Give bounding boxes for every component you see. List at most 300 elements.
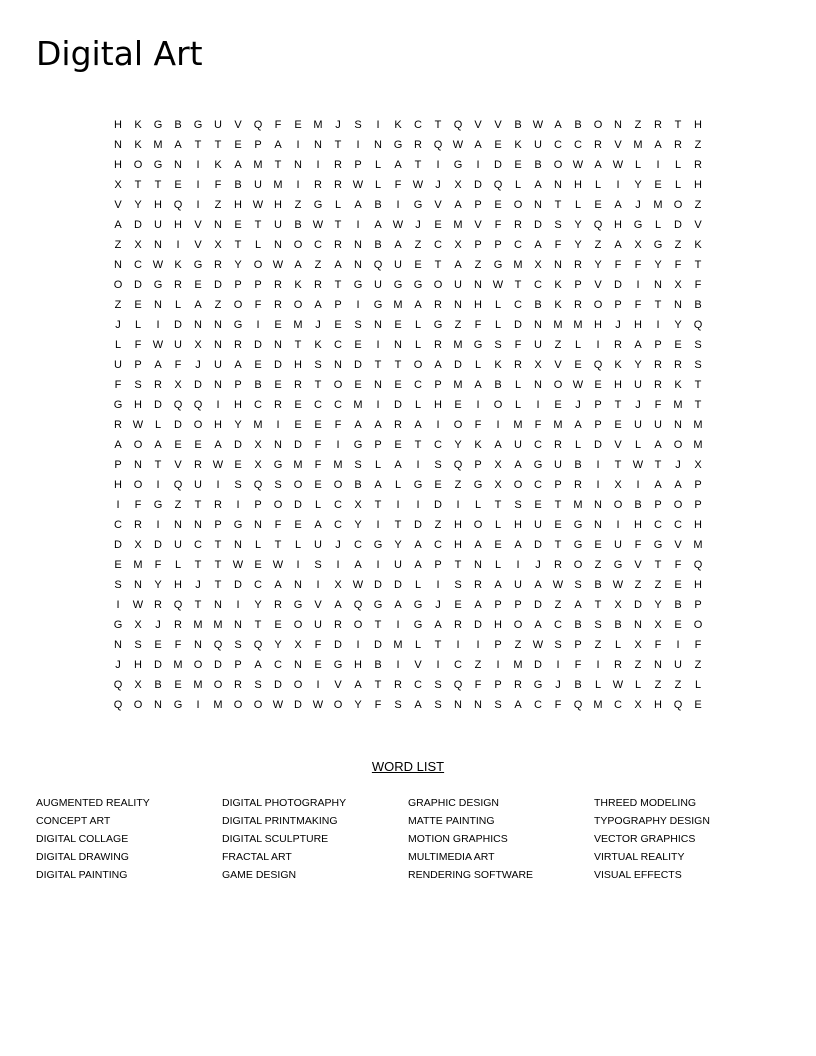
grid-letter: K xyxy=(394,119,402,131)
grid-letter: W xyxy=(612,579,624,591)
grid-letter: L xyxy=(574,439,582,451)
grid-letter: C xyxy=(194,539,202,551)
grid-letter: Z xyxy=(174,499,182,511)
grid-letter: A xyxy=(654,479,662,491)
word-list-item: DIGITAL COLLAGE xyxy=(36,833,129,845)
word-list-item: VIRTUAL REALITY xyxy=(594,851,685,863)
grid-letter: G xyxy=(153,499,163,511)
grid-letter: R xyxy=(334,179,342,191)
grid-letter: S xyxy=(434,459,442,471)
grid-letter: U xyxy=(634,419,642,431)
grid-letter: T xyxy=(254,619,262,631)
grid-letter: U xyxy=(454,279,462,291)
grid-letter: M xyxy=(293,319,303,331)
grid-letter: H xyxy=(694,179,702,191)
grid-letter: I xyxy=(616,179,620,191)
grid-letter: W xyxy=(272,259,284,271)
grid-letter: Y xyxy=(574,239,582,251)
grid-letter: U xyxy=(174,539,182,551)
grid-letter: T xyxy=(554,199,562,211)
grid-letter: B xyxy=(494,379,502,391)
grid-letter: A xyxy=(114,219,122,231)
grid-letter: N xyxy=(394,339,402,351)
grid-letter: M xyxy=(153,139,163,151)
grid-letter: C xyxy=(314,399,322,411)
grid-row xyxy=(108,435,708,455)
grid-letter: A xyxy=(554,119,562,131)
grid-letter: N xyxy=(254,519,262,531)
grid-letter: I xyxy=(296,139,300,151)
grid-letter: N xyxy=(474,559,482,571)
grid-letter: Y xyxy=(274,639,282,651)
grid-letter: A xyxy=(394,239,402,251)
grid-letter: Z xyxy=(114,299,122,311)
grid-letter: T xyxy=(334,139,342,151)
grid-letter: M xyxy=(633,139,643,151)
grid-letter: A xyxy=(234,359,242,371)
grid-letter: B xyxy=(534,299,542,311)
grid-letter: L xyxy=(174,559,182,571)
grid-letter: S xyxy=(114,579,122,591)
grid-letter: R xyxy=(194,459,202,471)
grid-letter: B xyxy=(234,179,242,191)
grid-letter: C xyxy=(534,479,542,491)
grid-letter: H xyxy=(654,699,662,711)
grid-letter: E xyxy=(354,379,362,391)
grid-letter: P xyxy=(654,499,662,511)
grid-letter: N xyxy=(594,499,602,511)
grid-letter: F xyxy=(374,699,382,711)
grid-letter: Z xyxy=(634,659,642,671)
grid-row xyxy=(108,535,708,555)
grid-letter: E xyxy=(394,379,402,391)
grid-letter: L xyxy=(314,499,322,511)
grid-letter: Z xyxy=(434,519,442,531)
grid-letter: R xyxy=(334,619,342,631)
grid-letter: E xyxy=(494,199,502,211)
grid-letter: V xyxy=(194,239,202,251)
grid-letter: P xyxy=(434,379,442,391)
grid-letter: M xyxy=(133,559,143,571)
grid-letter: C xyxy=(254,579,262,591)
grid-letter: F xyxy=(474,679,482,691)
grid-letter: P xyxy=(554,479,562,491)
grid-letter: U xyxy=(634,379,642,391)
grid-letter: Y xyxy=(354,519,362,531)
grid-letter: U xyxy=(374,279,382,291)
grid-letter: T xyxy=(374,679,382,691)
grid-letter: I xyxy=(336,439,340,451)
grid-letter: I xyxy=(476,639,480,651)
grid-letter: Q xyxy=(113,699,123,711)
word-list xyxy=(36,794,780,884)
grid-letter: A xyxy=(394,159,402,171)
grid-letter: A xyxy=(414,699,422,711)
grid-letter: R xyxy=(554,559,562,571)
grid-letter: I xyxy=(556,659,560,671)
grid-letter: R xyxy=(174,279,182,291)
grid-letter: S xyxy=(514,499,522,511)
word-list-item: TYPOGRAPHY DESIGN xyxy=(594,815,710,827)
grid-letter: H xyxy=(574,179,582,191)
grid-letter: T xyxy=(334,219,342,231)
grid-letter: M xyxy=(393,639,403,651)
grid-letter: I xyxy=(356,219,360,231)
grid-letter: A xyxy=(614,239,622,251)
grid-letter: K xyxy=(614,359,622,371)
grid-letter: P xyxy=(694,479,702,491)
grid-letter: J xyxy=(535,559,541,571)
grid-letter: O xyxy=(213,679,223,691)
grid-letter: C xyxy=(434,539,442,551)
grid-letter: I xyxy=(396,659,400,671)
page-title: Digital Art xyxy=(36,34,203,73)
grid-letter: S xyxy=(694,359,702,371)
grid-letter: I xyxy=(416,459,420,471)
grid-letter: O xyxy=(293,619,303,631)
grid-letter: A xyxy=(194,299,202,311)
grid-letter: G xyxy=(333,659,343,671)
grid-letter: D xyxy=(174,319,182,331)
grid-letter: A xyxy=(354,199,362,211)
grid-letter: T xyxy=(554,499,562,511)
grid-letter: Q xyxy=(373,259,383,271)
grid-letter: G xyxy=(393,279,403,291)
grid-letter: F xyxy=(694,639,702,651)
grid-letter: O xyxy=(673,499,683,511)
grid-letter: W xyxy=(152,339,164,351)
grid-letter: E xyxy=(334,319,342,331)
grid-letter: I xyxy=(216,399,220,411)
grid-letter: H xyxy=(694,119,702,131)
grid-letter: L xyxy=(494,319,502,331)
grid-letter: S xyxy=(354,119,362,131)
grid-letter: I xyxy=(636,479,640,491)
grid-letter: R xyxy=(574,299,582,311)
grid-letter: I xyxy=(656,159,660,171)
grid-letter: T xyxy=(314,379,322,391)
grid-letter: T xyxy=(234,239,242,251)
grid-letter: I xyxy=(196,699,200,711)
grid-letter: S xyxy=(354,459,362,471)
grid-letter: S xyxy=(234,479,242,491)
grid-letter: W xyxy=(312,219,324,231)
grid-letter: L xyxy=(154,419,162,431)
grid-letter: D xyxy=(274,359,282,371)
grid-letter: X xyxy=(694,459,702,471)
grid-letter: G xyxy=(233,319,243,331)
grid-letter: F xyxy=(314,639,322,651)
grid-letter: A xyxy=(354,559,362,571)
grid-letter: Q xyxy=(493,179,503,191)
grid-letter: L xyxy=(674,159,682,171)
grid-letter: F xyxy=(534,419,542,431)
grid-letter: H xyxy=(434,399,442,411)
grid-letter: N xyxy=(674,419,682,431)
grid-letter: H xyxy=(134,399,142,411)
grid-letter: F xyxy=(314,459,322,471)
grid-letter: O xyxy=(513,199,523,211)
grid-letter: N xyxy=(314,139,322,151)
grid-letter: I xyxy=(116,599,120,611)
grid-letter: U xyxy=(674,659,682,671)
grid-letter: F xyxy=(474,319,482,331)
grid-letter: W xyxy=(272,699,284,711)
grid-letter: E xyxy=(554,519,562,531)
grid-letter: Q xyxy=(353,599,363,611)
grid-letter: M xyxy=(653,199,663,211)
grid-letter: Q xyxy=(253,479,263,491)
grid-letter: A xyxy=(654,439,662,451)
grid-letter: E xyxy=(254,359,262,371)
grid-letter: Z xyxy=(594,239,602,251)
grid-letter: L xyxy=(414,639,422,651)
grid-letter: A xyxy=(654,139,662,151)
grid-letter: G xyxy=(353,279,363,291)
grid-letter: B xyxy=(674,599,682,611)
grid-row xyxy=(108,315,708,335)
grid-row xyxy=(108,195,708,215)
grid-letter: Z xyxy=(654,579,662,591)
grid-letter: K xyxy=(174,259,182,271)
grid-letter: Z xyxy=(694,659,702,671)
grid-letter: I xyxy=(256,319,260,331)
grid-letter: T xyxy=(554,539,562,551)
grid-letter: K xyxy=(214,159,222,171)
grid-letter: C xyxy=(134,259,142,271)
grid-letter: R xyxy=(274,299,282,311)
grid-letter: T xyxy=(334,279,342,291)
grid-letter: P xyxy=(234,379,242,391)
grid-letter: L xyxy=(574,199,582,211)
grid-letter: P xyxy=(594,419,602,431)
grid-letter: B xyxy=(354,479,362,491)
grid-letter: J xyxy=(435,599,441,611)
grid-row xyxy=(108,275,708,295)
grid-letter: Q xyxy=(593,219,603,231)
grid-letter: Q xyxy=(693,319,703,331)
grid-letter: L xyxy=(174,299,182,311)
grid-letter: D xyxy=(294,499,302,511)
grid-letter: F xyxy=(654,639,662,651)
grid-letter: I xyxy=(396,499,400,511)
grid-letter: R xyxy=(454,619,462,631)
grid-letter: W xyxy=(252,199,264,211)
grid-letter: Z xyxy=(114,239,122,251)
word-list-column xyxy=(36,794,222,884)
grid-row xyxy=(108,255,708,275)
grid-letter: Q xyxy=(453,459,463,471)
grid-letter: A xyxy=(154,359,162,371)
grid-letter: O xyxy=(473,519,483,531)
word-list-item: VECTOR GRAPHICS xyxy=(594,833,696,845)
grid-letter: R xyxy=(574,259,582,271)
grid-letter: T xyxy=(374,359,382,371)
grid-letter: I xyxy=(356,139,360,151)
grid-letter: F xyxy=(474,419,482,431)
grid-letter: T xyxy=(194,139,202,151)
grid-letter: I xyxy=(236,599,240,611)
grid-letter: T xyxy=(674,119,682,131)
grid-letter: Z xyxy=(554,599,562,611)
grid-letter: H xyxy=(634,519,642,531)
grid-letter: I xyxy=(316,579,320,591)
grid-row xyxy=(108,655,708,675)
grid-letter: E xyxy=(314,419,322,431)
grid-letter: X xyxy=(634,239,642,251)
grid-letter: U xyxy=(194,479,202,491)
grid-letter: Y xyxy=(134,199,142,211)
grid-letter: V xyxy=(554,359,562,371)
grid-letter: J xyxy=(155,619,161,631)
grid-letter: U xyxy=(154,219,162,231)
grid-letter: O xyxy=(133,439,143,451)
grid-letter: U xyxy=(654,419,662,431)
grid-letter: I xyxy=(156,519,160,531)
grid-letter: Z xyxy=(414,239,422,251)
grid-letter: N xyxy=(134,579,142,591)
grid-letter: L xyxy=(414,399,422,411)
grid-letter: C xyxy=(314,239,322,251)
grid-letter: S xyxy=(314,559,322,571)
grid-letter: P xyxy=(694,499,702,511)
grid-letter: A xyxy=(394,599,402,611)
grid-letter: U xyxy=(514,579,522,591)
grid-letter: G xyxy=(533,459,543,471)
grid-letter: D xyxy=(434,499,442,511)
grid-letter: P xyxy=(234,659,242,671)
grid-letter: P xyxy=(214,519,222,531)
word-list-item: VISUAL EFFECTS xyxy=(594,869,682,881)
grid-letter: C xyxy=(334,519,342,531)
grid-letter: P xyxy=(134,359,142,371)
grid-letter: I xyxy=(396,619,400,631)
grid-letter: E xyxy=(274,379,282,391)
grid-letter: O xyxy=(553,159,563,171)
grid-letter: W xyxy=(532,639,544,651)
grid-letter: O xyxy=(293,239,303,251)
grid-letter: M xyxy=(553,419,563,431)
grid-letter: A xyxy=(414,419,422,431)
grid-letter: E xyxy=(694,699,702,711)
grid-letter: P xyxy=(334,299,342,311)
grid-letter: R xyxy=(674,139,682,151)
grid-letter: A xyxy=(594,159,602,171)
grid-letter: I xyxy=(176,239,180,251)
grid-letter: M xyxy=(353,399,363,411)
grid-row xyxy=(108,695,708,715)
grid-letter: O xyxy=(253,699,263,711)
grid-letter: W xyxy=(492,279,504,291)
grid-letter: G xyxy=(633,219,643,231)
grid-letter: T xyxy=(434,639,442,651)
grid-letter: A xyxy=(374,419,382,431)
word-list-item: MOTION GRAPHICS xyxy=(408,833,508,845)
grid-letter: P xyxy=(114,459,122,471)
grid-letter: Y xyxy=(254,599,262,611)
grid-letter: Z xyxy=(694,199,702,211)
grid-letter: G xyxy=(153,279,163,291)
grid-letter: Z xyxy=(674,239,682,251)
grid-letter: E xyxy=(234,139,242,151)
grid-letter: E xyxy=(274,319,282,331)
grid-letter: R xyxy=(654,359,662,371)
grid-letter: R xyxy=(214,499,222,511)
grid-letter: I xyxy=(596,339,600,351)
grid-letter: D xyxy=(134,219,142,231)
grid-letter: S xyxy=(554,639,562,651)
grid-letter: O xyxy=(513,479,523,491)
grid-letter: Z xyxy=(294,199,302,211)
grid-letter: T xyxy=(414,159,422,171)
word-list-item: GRAPHIC DESIGN xyxy=(408,797,500,809)
grid-letter: M xyxy=(273,179,283,191)
grid-letter: W xyxy=(452,139,464,151)
grid-letter: X xyxy=(534,359,542,371)
grid-letter: D xyxy=(254,339,262,351)
grid-letter: O xyxy=(133,159,143,171)
grid-letter: E xyxy=(174,179,182,191)
grid-letter: A xyxy=(634,339,642,351)
grid-letter: H xyxy=(354,659,362,671)
grid-letter: T xyxy=(214,139,222,151)
grid-letter: H xyxy=(614,219,622,231)
grid-letter: M xyxy=(333,459,343,471)
word-search-grid xyxy=(108,115,708,715)
grid-letter: L xyxy=(474,499,482,511)
grid-letter: O xyxy=(253,259,263,271)
grid-letter: M xyxy=(453,219,463,231)
grid-letter: J xyxy=(315,319,321,331)
grid-letter: A xyxy=(574,599,582,611)
grid-letter: L xyxy=(294,539,302,551)
grid-letter: M xyxy=(253,419,263,431)
grid-letter: R xyxy=(154,379,162,391)
grid-letter: E xyxy=(574,359,582,371)
grid-letter: N xyxy=(474,699,482,711)
grid-letter: R xyxy=(394,419,402,431)
grid-letter: R xyxy=(614,659,622,671)
grid-letter: U xyxy=(254,179,262,191)
grid-letter: Y xyxy=(674,319,682,331)
grid-letter: V xyxy=(334,679,342,691)
grid-letter: L xyxy=(614,639,622,651)
word-list-heading-text: WORD LIST xyxy=(371,759,445,774)
grid-letter: V xyxy=(114,199,122,211)
grid-letter: N xyxy=(154,299,162,311)
grid-row xyxy=(108,495,708,515)
grid-letter: D xyxy=(234,439,242,451)
grid-letter: N xyxy=(294,579,302,591)
grid-letter: J xyxy=(115,319,121,331)
grid-letter: U xyxy=(514,439,522,451)
grid-letter: X xyxy=(254,439,262,451)
grid-letter: H xyxy=(134,659,142,671)
grid-letter: T xyxy=(194,499,202,511)
grid-letter: F xyxy=(154,559,162,571)
grid-letter: L xyxy=(594,179,602,191)
grid-letter: U xyxy=(534,339,542,351)
grid-letter: Y xyxy=(234,259,242,271)
grid-letter: X xyxy=(634,699,642,711)
grid-letter: N xyxy=(214,599,222,611)
grid-letter: T xyxy=(254,219,262,231)
grid-letter: T xyxy=(434,259,442,271)
grid-letter: O xyxy=(233,299,243,311)
grid-letter: N xyxy=(114,139,122,151)
grid-letter: A xyxy=(614,199,622,211)
grid-letter: R xyxy=(334,159,342,171)
